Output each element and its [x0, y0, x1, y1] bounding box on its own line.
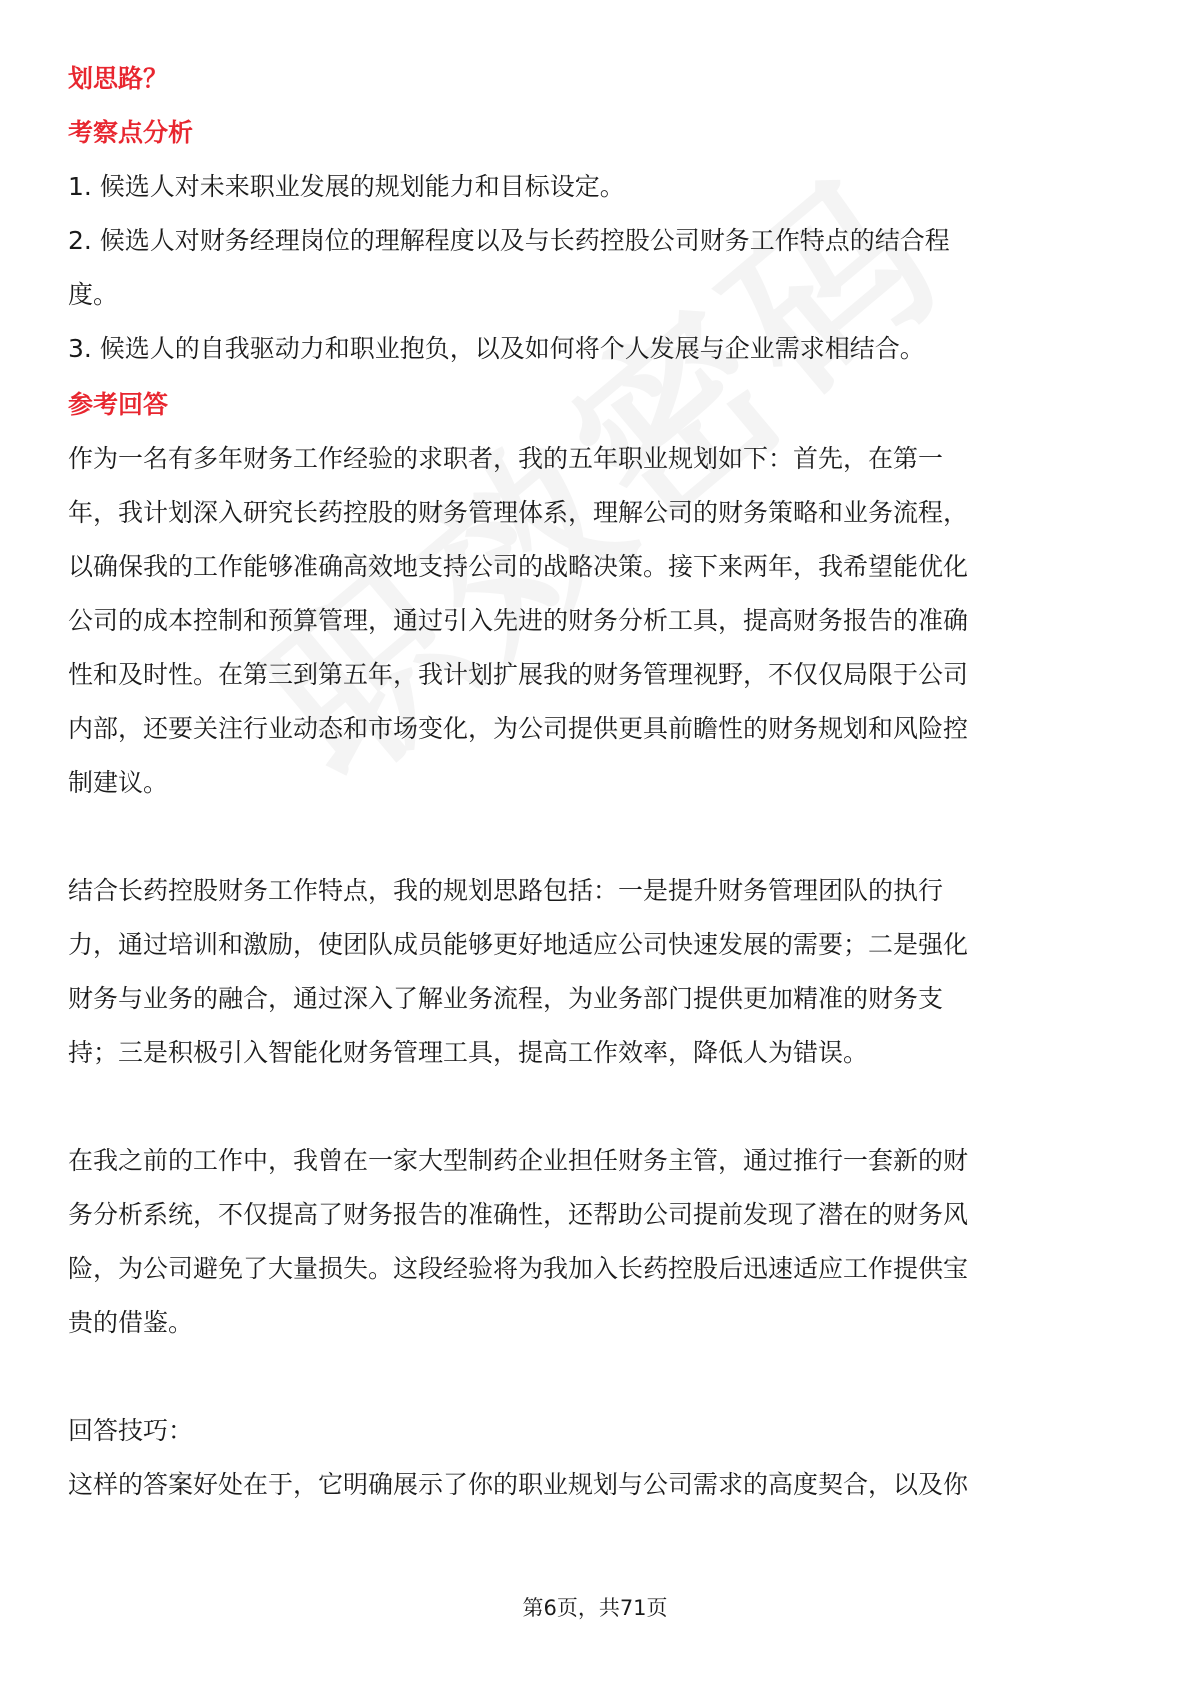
answer-line: 持；三是积极引入智能化财务管理工具，提高工作效率，降低人为错误。: [68, 1038, 869, 1067]
analysis-list: [68, 160, 1128, 376]
answer-paragraph-1: [68, 432, 1128, 810]
answer-line: 结合长药控股财务工作特点，我的规划思路包括：一是提升财务管理团队的执行: [68, 876, 944, 905]
answer-line: 贵的借鉴。: [68, 1308, 194, 1337]
answer-line: 公司的成本控制和预算管理，通过引入先进的财务分析工具，提高财务报告的准确: [68, 606, 969, 635]
tips-heading: 回答技巧：: [68, 1416, 194, 1445]
page-content: [68, 52, 1128, 1512]
answer-line: 险，为公司避免了大量损失。这段经验将为我加入长药控股后迅速适应工作提供宝: [68, 1254, 969, 1283]
answer-line: 年，我计划深入研究长药控股的财务管理体系，理解公司的财务策略和业务流程，: [68, 498, 969, 527]
answer-line: 作为一名有多年财务工作经验的求职者，我的五年职业规划如下：首先，在第一: [68, 444, 944, 473]
analysis-line: 3. 候选人的自我驱动力和职业抱负，以及如何将个人发展与企业需求相结合。: [68, 334, 925, 363]
tips-line: 这样的答案好处在于，它明确展示了你的职业规划与公司需求的高度契合，以及你: [68, 1470, 969, 1499]
page-number: 第6页，共71页: [522, 1596, 668, 1620]
answer-line: 性和及时性。在第三到第五年，我计划扩展我的财务管理视野，不仅仅局限于公司: [68, 660, 969, 689]
answer-line: 财务与业务的融合，通过深入了解业务流程，为业务部门提供更加精准的财务支: [68, 984, 944, 1013]
analysis-line: 度。: [68, 280, 119, 309]
analysis-heading: 考察点分析: [68, 118, 194, 147]
answer-heading: 参考回答: [68, 390, 169, 419]
answer-line: 务分析系统，不仅提高了财务报告的准确性，还帮助公司提前发现了潜在的财务风: [68, 1200, 969, 1229]
answer-line: 内部，还要关注行业动态和市场变化，为公司提供更具前瞻性的财务规划和风险控: [68, 714, 969, 743]
answer-paragraph-2: [68, 864, 1128, 1080]
top-fragment-heading: 划思路？: [68, 64, 169, 93]
answer-line: 制建议。: [68, 768, 169, 797]
analysis-line: 2. 候选人对财务经理岗位的理解程度以及与长药控股公司财务工作特点的结合程: [68, 226, 950, 255]
answer-line: 在我之前的工作中，我曾在一家大型制药企业担任财务主管，通过推行一套新的财: [68, 1146, 969, 1175]
answer-paragraph-3: [68, 1134, 1128, 1350]
analysis-line: 1. 候选人对未来职业发展的规划能力和目标设定。: [68, 172, 625, 201]
answer-line: 以确保我的工作能够准确高效地支持公司的战略决策。接下来两年，我希望能优化: [68, 552, 969, 581]
answer-line: 力，通过培训和激励，使团队成员能够更好地适应公司快速发展的需要；二是强化: [68, 930, 969, 959]
